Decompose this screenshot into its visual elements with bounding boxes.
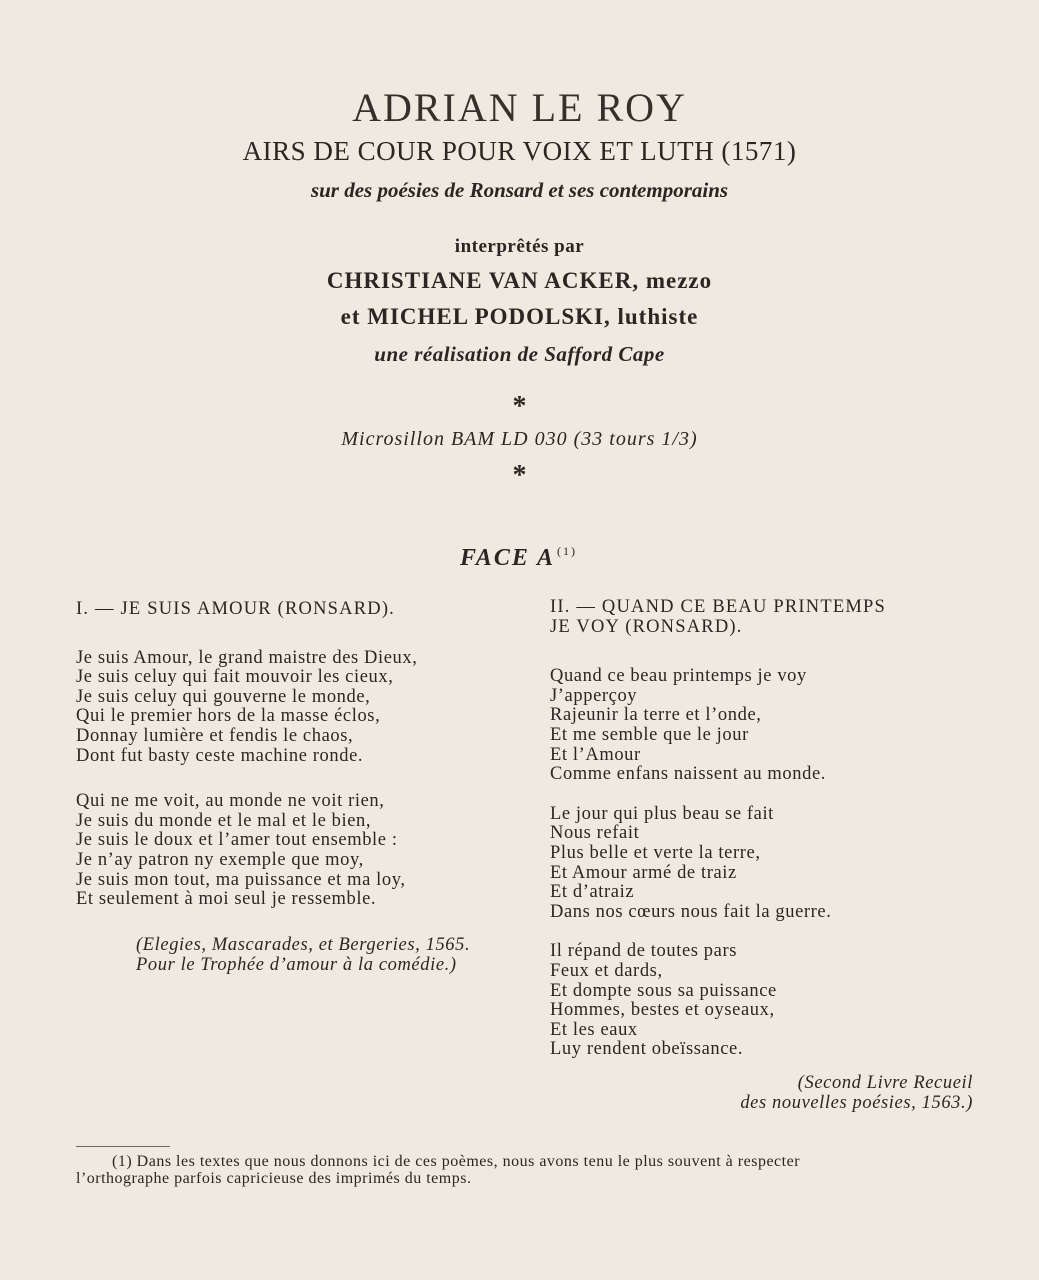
asterisk-ornament: * [512, 460, 527, 491]
footnote [76, 1153, 972, 1187]
verse-line: Dans nos cœurs nous fait la guerre. [550, 901, 832, 922]
footnote-line: l’orthographe parfois capricieuse des imprimés du temps. [76, 1170, 472, 1187]
verse-line: Je suis le doux et l’amer tout ensemble : [76, 830, 398, 851]
verse-line: Donnay lumière et fendis le chaos, [76, 725, 354, 746]
verse-line: Et me semble que le jour [550, 724, 749, 745]
verse-line: Qui ne me voit, au monde ne voit rien, [76, 791, 385, 812]
song-2-heading: II. — QUAND CE BEAU PRINTEMPS [550, 597, 886, 617]
side-label: FACE A [460, 545, 555, 571]
footnote-line: (1) Dans les textes que nous donnons ici de ces poèmes, nous avons tenu le plus souvent à respecter [112, 1153, 801, 1170]
verse-line: Et d’atraiz [550, 882, 635, 903]
verse-line: Il répand de toutes pars [550, 941, 738, 962]
performer-singer: CHRISTIANE VAN ACKER, mezzo [326, 268, 713, 293]
verse-line: Et dompte sous sa puissance [550, 980, 777, 1001]
verse-line: Je suis du monde et le mal et le bien, [76, 810, 372, 831]
verse-line: Je suis celuy qui gouverne le monde, [76, 686, 371, 707]
verse-line: J’apperçoy [550, 685, 638, 706]
song-1-heading: I. — JE SUIS AMOUR (RONSARD). [76, 599, 396, 619]
verse-line: Rajeunir la terre et l’onde, [550, 705, 762, 726]
verse-line: Comme enfans naissent au monde. [550, 764, 827, 785]
poets-line: sur des poésies de Ronsard et ses contemporains [310, 178, 729, 202]
song-2-column [550, 598, 980, 1060]
verse-line: Et Amour armé de traiz [550, 862, 737, 883]
composer-title: ADRIAN LE ROY [352, 85, 687, 130]
interpreted-by-label: interprêtés par [454, 236, 585, 257]
verse-line: Et les eaux [550, 1019, 638, 1040]
stanza [76, 649, 516, 767]
performer-lutenist: et MICHEL PODOLSKI, luthiste [340, 304, 699, 329]
footnote-divider [76, 1146, 170, 1147]
realisation-credit: une réalisation de Safford Cape [374, 342, 665, 366]
verse-line: Je suis mon tout, ma puissance et ma loy, [76, 869, 406, 890]
source-line: des nouvelles poésies, 1563.) [740, 1092, 973, 1113]
verse-line: Dont fut basty ceste machine ronde. [76, 745, 364, 766]
verse-line: Feux et dards, [550, 960, 663, 981]
record-reference: Microsillon BAM LD 030 (33 tours 1/3) [341, 428, 698, 450]
verse-line: Quand ce beau printemps je voy [550, 666, 807, 687]
stanza [76, 792, 516, 910]
song-2-heading: JE VOY (RONSARD). [550, 616, 743, 637]
verse-line: Je suis Amour, le grand maistre des Dieux, [76, 647, 418, 668]
verse-line: Luy rendent obeïssance. [550, 1039, 744, 1060]
side-heading [460, 544, 577, 572]
song-2-source [740, 1074, 973, 1113]
verse-line: Plus belle et verte la terre, [550, 842, 761, 863]
verse-line: Qui le premier hors de la masse éclos, [76, 706, 381, 727]
verse-line: Je n’ay patron ny exemple que moy, [76, 849, 364, 870]
footnote-ref: (1) [556, 544, 577, 558]
asterisk-ornament: * [512, 391, 527, 422]
verse-line: Je suis celuy qui fait mouvoir les cieux, [76, 667, 394, 688]
work-subtitle: AIRS DE COUR POUR VOIX ET LUTH (1571) [242, 136, 797, 166]
verse-line: Et l’Amour [550, 744, 641, 765]
source-line: (Elegies, Mascarades, et Bergeries, 1565. [136, 935, 471, 955]
stanza [550, 805, 980, 923]
verse-line: Nous refait [550, 823, 640, 844]
song-1-column [76, 600, 516, 910]
source-line: (Second Livre Recueil [797, 1073, 973, 1093]
source-line: Pour le Trophée d’amour à la comédie.) [136, 954, 457, 975]
verse-line: Et seulement à moi seul je ressemble. [76, 889, 377, 910]
song-1-source [136, 936, 470, 975]
verse-line: Le jour qui plus beau se fait [550, 803, 774, 824]
stanza [550, 942, 980, 1060]
verse-line: Hommes, bestes et oyseaux, [550, 1000, 775, 1021]
stanza [550, 667, 980, 785]
